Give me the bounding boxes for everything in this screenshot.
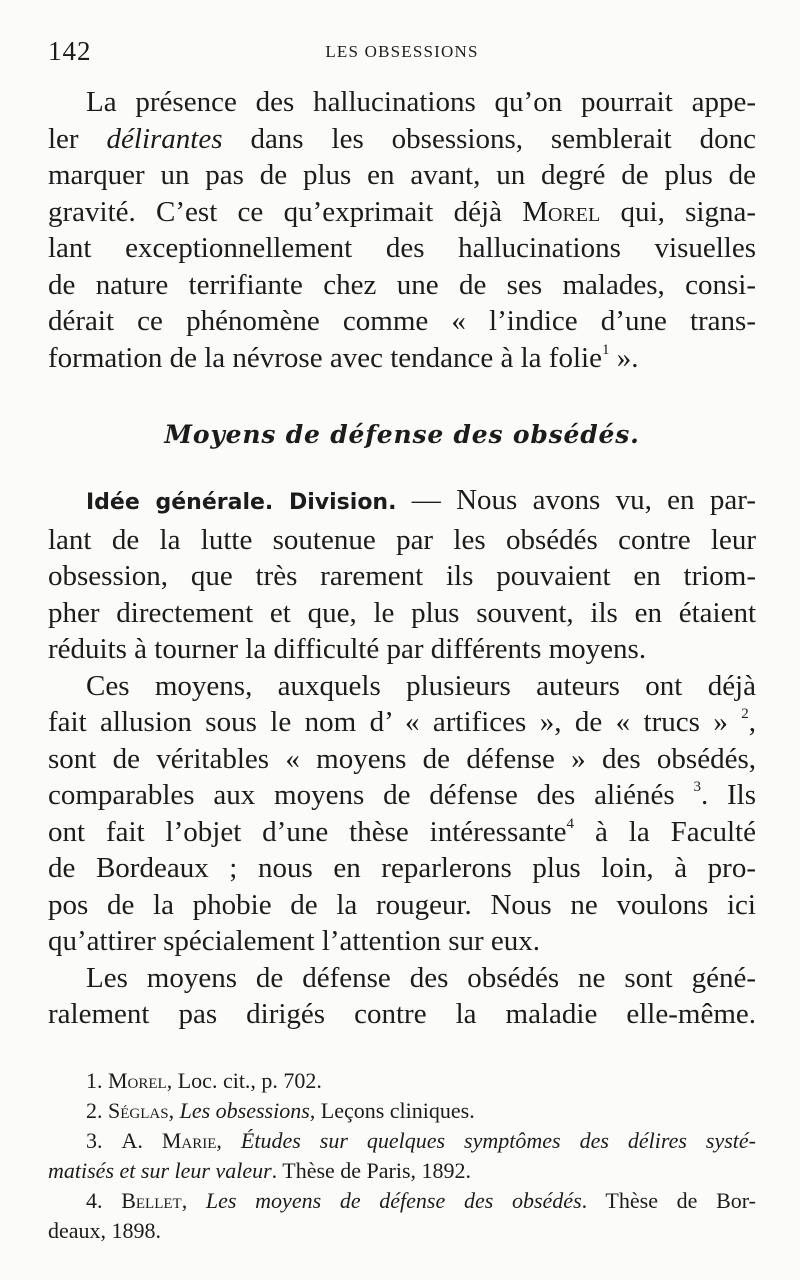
paragraph-line: qu’attirer spécialement l’attention sur eux. [48,925,541,957]
paragraph-line: Idée générale. Division. — Nous avons vu, en par- [86,484,756,516]
paragraph-line: lant exceptionnellement des hallucinations visuelles [48,232,756,264]
run-in-heading: Idée générale. Division. [86,490,397,515]
paragraph-line: dérait ce phénomène comme « l’indice d’une trans- [48,305,756,337]
paragraph-defense [48,482,756,1033]
footnote-ref: 3 [693,779,701,796]
footnote-ref: 2 [741,706,749,723]
author-name: Morel [522,195,601,228]
paragraph-line: fait allusion sous le nom d’ « artifices », de « trucs » $^2$, [48,706,756,738]
footnote-4: 4. Bellet, Les moyens de défense des obsédés. Thèse de Bor- [86,1188,757,1213]
paragraph-line: réduits à tourner la difficulté par différents moyens. [48,633,647,665]
running-head: LES OBSESSIONS [325,42,479,61]
paragraph-line: lant de la lutte soutenue par les obsédés contre leur [48,523,756,556]
footnote-4-continued: deaux, 1898. [48,1218,162,1243]
paragraph-line: marquer un pas de plus en avant, un degré de plus de [48,159,756,191]
paragraph-line: pos de la phobie de la rougeur. Nous ne voulons ici [48,888,756,921]
paragraph-line: comparables aux moyens de défense des aliénés $^3$. Ils [48,779,757,811]
page-header [48,36,756,66]
footnote-3-continued: matisés et sur leur valeur. Thèse de Paris, 1892. [48,1158,472,1183]
paragraph-line: La présence des hallucinations qu’on pourrait appe- [86,86,756,118]
paragraph-line: sont de véritables « moyens de défense » des obsédés, [48,742,756,775]
paragraph-line: Les moyens de défense des obsédés ne sont géné- [86,961,756,994]
footnote-ref: 4 [566,815,575,832]
footnote-1: 1. Morel, Loc. cit., p. 702. [86,1068,322,1093]
paragraph-line: ralement pas dirigés contre la maladie elle-même. [48,998,756,1030]
footnotes [48,1066,756,1246]
footnote-2: 2. Séglas, Les obsessions, Leçons cliniques. [86,1098,475,1123]
footnote-ref: 1 [601,341,610,358]
page-number: 142 [48,36,92,66]
paragraph-hallucinations [48,84,756,376]
paragraph-line: formation de la névrose avec tendance à la folie$^1$ ». [48,341,639,374]
section-heading: Moyens de défense des obsédés. [164,420,640,449]
paragraph-line: gravité. C’est ce qu’exprimait déjà Morel qui, signa- [48,195,756,228]
paragraph-line: ont fait l’objet d’une thèse intéressante$^4$ à la Faculté [48,815,756,848]
italic-term: délirantes [106,122,223,155]
paragraph-line: Ces moyens, auxquels plusieurs auteurs ont déjà [86,669,756,702]
footnote-3: 3. A. Marie, Études sur quelques symptômes des délires systé- [86,1128,757,1153]
paragraph-line: de nature terrifiante chez une de ses malades, consi- [48,268,756,301]
paragraph-line: ler délirantes dans les obsessions, semblerait donc [48,122,756,155]
paragraph-line: de Bordeaux ; nous en reparlerons plus loin, à pro- [48,852,756,884]
paragraph-line: obsession, que très rarement ils pouvaient en triom- [48,560,756,592]
book-page [48,0,756,1280]
paragraph-line: pher directement et que, le plus souvent, ils en étaient [48,596,756,629]
